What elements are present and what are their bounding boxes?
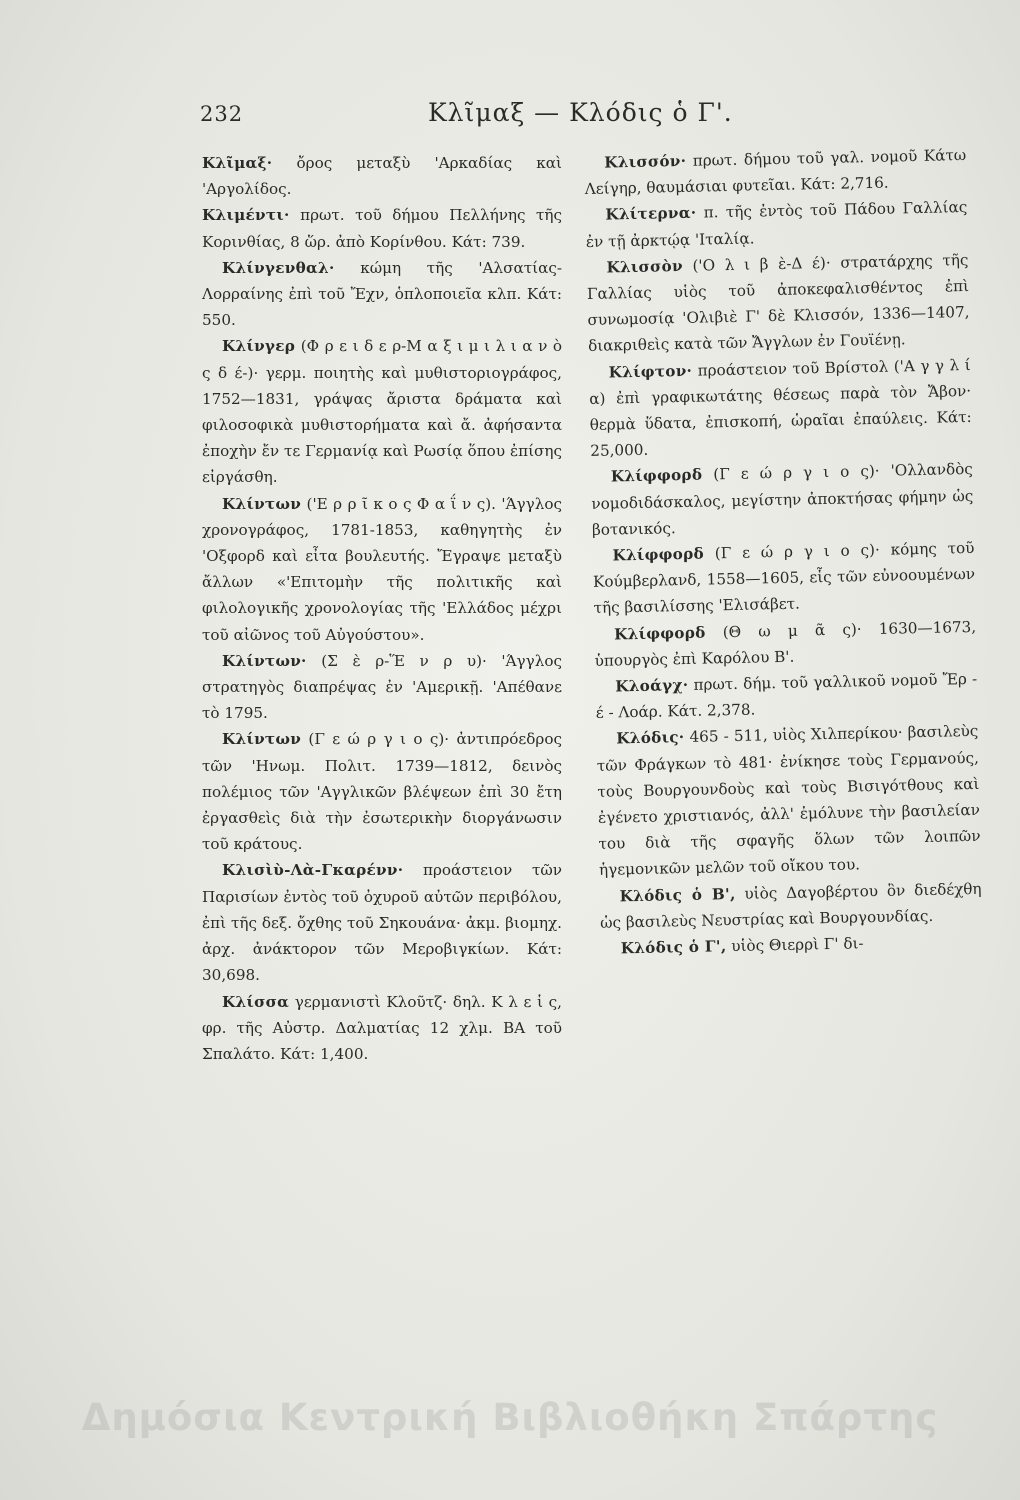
entry-headword: Κλίφφορδ (612, 544, 705, 565)
page-header (0, 98, 1020, 138)
dictionary-entry (202, 989, 562, 1068)
entry-text: υἱὸς Θιερρὶ Γ' δι- (726, 934, 864, 956)
dictionary-entry (202, 648, 562, 727)
dictionary-entry (202, 202, 562, 254)
dictionary-entry (591, 456, 975, 543)
entry-text: (Φ ρ ε ι δ ε ρ-Μ α ξ ι μ ι λ ι α ν ὸ ς δ έ-)· γερμ. ποιητὴς καὶ μυθιστοριογράφος, 1752—1831, γράψας ἄριστα δράματα καὶ φιλοσοφικὰ μυθιστορήματα καὶ ἄ. ἀφήσαντα ἐποχὴν ἔν τε Γερμανίᾳ καὶ Ρωσίᾳ ὅπου ἐπίσης εἰργάσθη. (202, 337, 562, 487)
entry-headword: Κλισσόν· (604, 151, 687, 172)
entry-text: (Γ ε ώ ρ γ ι ο ς)· ἀντιπρόεδρος τῶν 'Ηνωμ. Πολιτ. 1739—1812, δεινὸς πολέμιος τῶν 'Αγγλικῶν βλέψεων ἐπὶ 30 ἔτη ἐργασθεὶς διὰ τὴν ἐσωτερικὴν διοργάνωσιν τοῦ κράτους. (202, 730, 562, 854)
dictionary-entry (592, 535, 976, 622)
entry-text: (Γ ε ώ ρ γ ι ο ς)· 'Ολλανδὸς νομοδιδάσκαλος, μεγίστην ἀποκτήσας φήμην ὡς βοτανικός. (591, 460, 974, 539)
entry-text: ('Ο λ ι β ὲ-Δ έ)· στρατάρχης τῆς Γαλλίας υἱὸς τοῦ ἀποκεφαλισθέντος ἐπὶ συνωμοσίᾳ 'Ολιβιὲ Γ' δὲ Κλισσόν, 1336—1407, διακριθεὶς κατὰ τῶν Ἄγγλων ἐν Γουϊένῃ. (586, 250, 970, 356)
entry-headword: Κλίφτον· (608, 361, 693, 382)
dictionary-entry (586, 247, 970, 360)
entry-headword: Κλίφφορδ (610, 466, 703, 486)
dictionary-entry (202, 333, 562, 490)
entry-text: κώμη τῆς 'Αλσατίας-Λορραίνης ἐπὶ τοῦ Ἔχν, ὁπλοποιεῖα κλπ. Κάτ: 550. (202, 258, 562, 330)
dictionary-entry (202, 255, 562, 334)
entry-headword: Κλῖμαξ· (202, 154, 273, 172)
left-column (202, 150, 562, 1067)
entry-headword: Κλισὶὺ-Λὰ-Γκαρένν· (222, 861, 404, 880)
entry-headword: Κλισσὸν (606, 256, 684, 277)
library-watermark: Δημόσια Κεντρική Βιβλιοθήκη Σπάρτης (81, 1396, 939, 1439)
entry-text: 465 - 511, υἱὸς Χιλπερίκου· βασιλεὺς τῶν Φράγκων τὸ 481· ἐνίκησε τοὺς Γερμανούς, τοὺς Βουργουνδοὺς καὶ τοὺς Βισιγότθους καὶ ἐγένετο χριστιανός, ἀλλ' ἐμόλυνε τὴν βασιλείαν του διὰ τῆς σφαγῆς ὅλων τῶν λοιπῶν ἡγεμονικῶν μελῶν τοῦ οἴκου του. (596, 722, 981, 880)
entry-text: προάστειον τῶν Παρισίων ἐντὸς τοῦ ὀχυροῦ αὐτῶν περιβόλου, ἐπὶ τῆς δεξ. ὄχθης τοῦ Σηκουάνα· ἀκμ. βιομηχ. ἀρχ. ἀνάκτορον τῶν Μεροβιγκίων. Κάτ: 30,698. (202, 861, 562, 985)
dictionary-entry (584, 142, 967, 202)
entry-headword: Κλοάγχ· (615, 675, 689, 696)
entry-headword: Κλίντων (222, 730, 302, 749)
entry-text: πρωτ. δήμου τοῦ γαλ. νομοῦ Κάτω Λείγηρ, θαυμάσιαι φυτεῖαι. Κάτ: 2,716. (584, 145, 967, 199)
entry-headword: Κλιμέντι· (202, 206, 290, 225)
entry-headword: Κλίντων (222, 494, 302, 513)
entry-headword: Κλίντων· (222, 651, 307, 670)
entry-text: υἱὸς Δαγοβέρτου ὃν διεδέχθη ὡς βασιλεὺς Νευστρίας καὶ Βουργουνδίας. (599, 879, 982, 932)
entry-text: ('Ε ρ ρ ῖ κ ο ς Φ α ΐ ν ς). 'Άγγλος χρονογράφος, 1781-1853, καθηγητὴς ἐν 'Οξφορδ καὶ εἶτα βουλευτής. Ἔγραψε μεταξὺ ἄλλων «'Επιτομὴν τῆς πολιτικῆς καὶ φιλολογικῆς χρονολογίας τῆς 'Ελλάδος μέχρι τοῦ αἰῶνος τοῦ Αὐγούστου». (202, 494, 562, 644)
entry-text: πρωτ. τοῦ δήμου Πελλήνης τῆς Κορινθίας, 8 ὥρ. ἀπὸ Κορίνθου. Κάτ: 739. (202, 206, 562, 251)
dictionary-entry (202, 150, 562, 202)
dictionary-entry (585, 194, 968, 254)
page-number: 232 (200, 102, 244, 126)
entry-headword: Κλόδις ὁ Γ', (620, 937, 727, 958)
entry-text: προάστειον τοῦ Βρίστολ ('Α γ γ λ ί α) ἐπὶ γραφικωτάτης θέσεως παρὰ τὸν Ἄβον· θερμὰ ὕδατα, ἐπισκοπή, ὡραῖαι ἐπαύλεις. Κάτ: 25,000. (589, 355, 972, 461)
entry-headword: Κλίτερνα· (605, 204, 697, 224)
dictionary-entry (595, 666, 978, 726)
dictionary-entry (599, 876, 982, 936)
entry-text: γερμανιστὶ Κλοῦτζ· δηλ. Κ λ ε ἱ ς, φρ. τῆς Αὐστρ. Δαλματίας 12 χλμ. ΒΑ τοῦ Σπαλάτο. Κάτ: 1,400. (202, 992, 562, 1063)
dictionary-entry (588, 352, 972, 465)
entry-text: ὄρος μεταξὺ 'Αρκαδίας καὶ 'Αργολίδος. (202, 154, 562, 199)
entry-headword: Κλίσσα (222, 992, 290, 1011)
entry-headword: Κλόδις· (616, 728, 685, 748)
dictionary-entry (202, 857, 562, 988)
entry-headword: Κλόδις ὁ Β', (619, 884, 736, 906)
entry-text: (Σ ὲ ρ-Ἕ ν ρ υ)· 'Άγγλος στρατηγὸς διαπρέψας ἐν 'Αμερικῇ. 'Απέθανε τὸ 1795. (202, 651, 562, 723)
right-column (584, 142, 983, 962)
dictionary-entry (594, 614, 977, 674)
dictionary-entry (202, 491, 562, 648)
entry-headword: Κλίνγενθαλ· (222, 258, 335, 277)
running-head: Κλῖμαξ — Κλόδις ὁ Γ'. (428, 98, 733, 127)
entry-text: (Γ ε ώ ρ γ ι ο ς)· κόμης τοῦ Κούμβερλανδ, 1558—1605, εἷς τῶν εὐνοουμένων τῆς βασιλίσσης 'Ελισάβετ. (592, 538, 976, 618)
entry-text: πρωτ. δήμ. τοῦ γαλλικοῦ νομοῦ Ἔρ - έ - Λοάρ. Κάτ. 2,378. (595, 669, 978, 723)
entry-headword: Κλίφφορδ (613, 623, 706, 644)
dictionary-entry (202, 726, 562, 857)
entry-text: (Θ ω μ ᾶ ς)· 1630—1673, ὑπουργὸς ἐπὶ Καρόλου Β'. (594, 617, 977, 670)
entry-text: π. τῆς ἐντὸς τοῦ Πάδου Γαλλίας ἐν τῇ ἀρκτῴᾳ 'Ιταλίᾳ. (585, 198, 968, 251)
entry-headword: Κλίνγερ (222, 337, 296, 356)
dictionary-entry (596, 718, 981, 883)
